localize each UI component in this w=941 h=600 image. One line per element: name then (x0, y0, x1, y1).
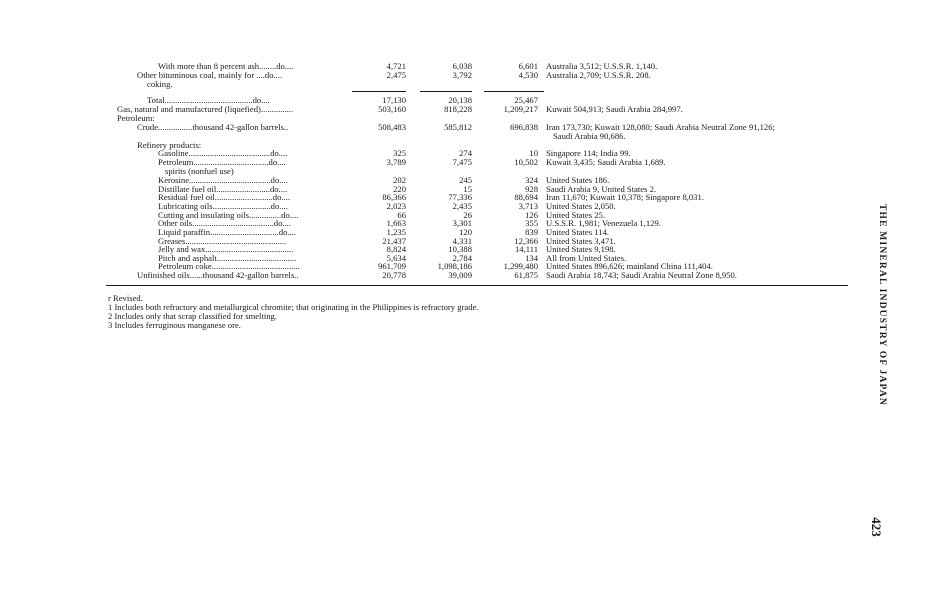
destinations: Iran 11,670; Kuwait 10,378; Singapore 8,031. (546, 192, 704, 202)
value-2: 274 (459, 148, 472, 158)
value-1: 503,160 (378, 104, 406, 114)
value-1: 325 (393, 148, 406, 158)
destinations: United States 896,626; mainland China 111,404. (546, 261, 713, 271)
footnote: 3 Includes ferruginous manganese ore. (108, 320, 241, 330)
value-3: 696,838 (510, 122, 538, 132)
value-1: 20,778 (382, 270, 406, 280)
value-2: 3,792 (452, 70, 472, 80)
row-label: Crude................thousand 42-gallon barrels.. (137, 122, 289, 132)
footnote: r Revised. (108, 293, 143, 303)
row-label: Greases............................................... (158, 236, 287, 246)
value-3: 14,111 (515, 244, 538, 254)
row-label: Petroleum...................................do.... (158, 157, 286, 167)
value-3: 12,366 (514, 236, 538, 246)
value-1: 21,437 (382, 236, 406, 246)
total-rule (352, 91, 406, 92)
value-2: 245 (459, 175, 472, 185)
row-label: Liquid paraffin................................do.... (158, 227, 297, 237)
running-head (876, 200, 888, 410)
destinations: Kuwait 3,435; Saudi Arabia 1,689. (546, 157, 666, 167)
destinations: United States 2,050. (546, 201, 616, 211)
value-3: 4,530 (518, 70, 538, 80)
value-1: 17,130 (382, 95, 406, 105)
value-2: 2,435 (452, 201, 472, 211)
value-2: 10,388 (448, 244, 472, 254)
destinations: Iran 173,730; Kuwait 128,080; Saudi Arabia Neutral Zone 91,126; (546, 122, 775, 132)
destinations: United States 186. (546, 175, 610, 185)
value-3: 88,694 (514, 192, 538, 202)
row-label: Kerosine......................................do.... (158, 175, 288, 185)
destinations: U.S.S.R. 1,981; Venezuela 1,129. (546, 218, 661, 228)
value-2: 7,475 (452, 157, 472, 167)
destinations: Saudi Arabia 18,743; Saudi Arabia Neutral Zone 8,950. (546, 270, 737, 280)
value-1: 3,789 (386, 157, 406, 167)
row-label: Distillate fuel oil.........................do.... (158, 184, 288, 194)
value-2: 77,336 (448, 192, 472, 202)
value-1: 202 (393, 175, 406, 185)
row-label: Petroleum: (117, 113, 155, 123)
destinations: Singapore 114; India 99. (546, 148, 631, 158)
value-2: 3,301 (452, 218, 472, 228)
destinations: United States 114. (546, 227, 609, 237)
value-3: 1,209,217 (503, 104, 538, 114)
row-label: coking. (147, 79, 173, 89)
value-3: 10,502 (514, 157, 538, 167)
value-1: 86,366 (382, 192, 406, 202)
value-2: 585,812 (444, 122, 472, 132)
value-3: 134 (525, 253, 538, 263)
value-2: 26 (463, 210, 472, 220)
value-3: 6,601 (518, 61, 538, 71)
value-1: 4,721 (386, 61, 406, 71)
destinations: Australia 3,512; U.S.S.R. 1,140. (546, 61, 658, 71)
row-label: Refinery products: (137, 140, 202, 150)
value-2: 20,138 (448, 95, 472, 105)
row-label: Gasoline......................................do.... (158, 148, 288, 158)
total-rule (420, 91, 472, 92)
row-label: Cutting and insulating oils...............do.... (158, 210, 299, 220)
value-1: 220 (393, 184, 406, 194)
value-1: 66 (397, 210, 406, 220)
row-label: Pitch and asphalt..................................... (158, 253, 297, 263)
value-2: 818,228 (444, 104, 472, 114)
value-3: 324 (525, 175, 538, 185)
value-3: 10 (529, 148, 538, 158)
row-label: With more than 8 percent ash........do.... (158, 61, 294, 71)
table-bottom-rule (106, 285, 848, 286)
running-head-text: THE MINERAL INDUSTRY OF JAPAN (877, 204, 887, 406)
value-3: 3,713 (518, 201, 538, 211)
row-label: Unfinished oils......thousand 42-gallon barrels.. (137, 270, 299, 280)
destinations: Australia 2,709; U.S.S.R. 208. (546, 70, 651, 80)
row-label: Lubricating oils...........................do.... (158, 201, 288, 211)
value-2: 15 (463, 184, 472, 194)
row-label: Other oils......................................do.... (158, 218, 291, 228)
destinations-continued: Saudi Arabia 90,686. (553, 131, 626, 141)
value-3: 1,299,480 (503, 261, 538, 271)
row-label: Other bituminous coal, mainly for ....do.... (137, 70, 283, 80)
value-1: 1,235 (386, 227, 406, 237)
value-1: 2,475 (386, 70, 406, 80)
destinations: Saudi Arabia 9, United States 2. (546, 184, 657, 194)
value-2: 1,098,186 (437, 261, 472, 271)
destinations: Kuwait 504,913; Saudi Arabia 284,997. (546, 104, 683, 114)
row-label: Residual fuel oil...........................do.... (158, 192, 290, 202)
footnote: 2 Includes only that scrap classified for smelting. (108, 311, 277, 321)
page-number (866, 512, 886, 542)
value-3: 126 (525, 210, 538, 220)
row-label: Jelly and wax......................................... (158, 244, 294, 254)
page-number-text: 423 (869, 517, 884, 537)
value-3: 928 (525, 184, 538, 194)
row-label: Total.........................................do.... (147, 95, 270, 105)
destinations: United States 3,471. (546, 236, 616, 246)
value-3: 355 (525, 218, 538, 228)
row-label: Gas, natural and manufactured (liquefied)............... (117, 104, 294, 114)
destinations: United States 9,198. (546, 244, 616, 254)
value-1: 2,023 (386, 201, 406, 211)
destinations: All from United States. (546, 253, 627, 263)
footnote: 1 Includes both refractory and metallurgical chromite; that originating in the Philippines is refractory grade. (108, 302, 479, 312)
value-1: 508,483 (378, 122, 406, 132)
value-2: 2,784 (452, 253, 472, 263)
row-label: spirits (nonfuel use) (165, 166, 234, 176)
total-rule (484, 91, 544, 92)
value-1: 8,824 (386, 244, 406, 254)
row-label: Petroleum coke......................................... (158, 261, 300, 271)
value-1: 1,663 (386, 218, 406, 228)
value-1: 961,709 (378, 261, 406, 271)
destinations: United States 25. (546, 210, 605, 220)
value-2: 39,009 (448, 270, 472, 280)
value-3: 25,467 (514, 95, 538, 105)
value-2: 4,331 (452, 236, 472, 246)
value-2: 6,038 (452, 61, 472, 71)
value-3: 61,875 (514, 270, 538, 280)
value-2: 120 (459, 227, 472, 237)
value-1: 5,634 (386, 253, 406, 263)
value-3: 839 (525, 227, 538, 237)
